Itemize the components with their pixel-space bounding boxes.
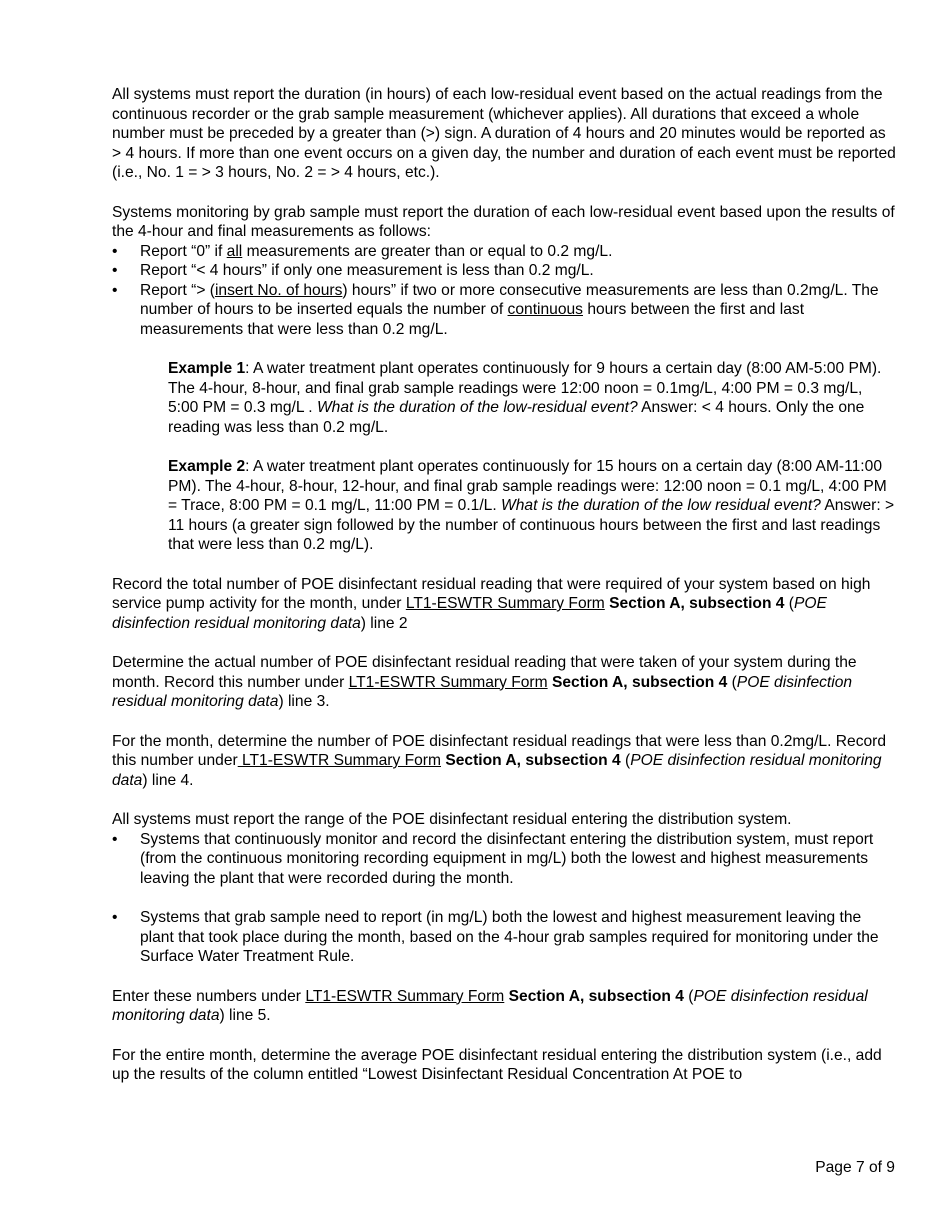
range-rules-list (112, 830, 897, 967)
paragraph-line-2: Record the total number of POE disinfectant residual reading that were required of your system based on high service pump activity for the month, under LT1-ESWTR Summary Form Section A, subsection 4 (POE disinfection residual monitoring data) line 2 (112, 575, 871, 632)
paragraph-duration-reporting: All systems must report the duration (in hours) of each low-residual event based on the actual readings from the continuous recorder or the grab sample measurement (whichever applies). All durations that exceed a whole number must be preceded by a greater than (>) sign. A duration of 4 hours and 20 minutes would be reported as > 4 hours. If more than one event occurs on a given day, the number and duration of each event must be reported (i.e., No. 1 = > 3 hours, No. 2 = > 4 hours, etc.). (112, 86, 896, 181)
bullet-icon: • (112, 830, 118, 848)
document-page (112, 85, 897, 1085)
paragraph-line-5: Enter these numbers under LT1-ESWTR Summary Form Section A, subsection 4 (POE disinfection residual monitoring data) line 5. (112, 987, 868, 1024)
form-reference: LT1-ESWTR Summary Form (237, 752, 441, 769)
paragraph-line-4: For the month, determine the number of POE disinfectant residual readings that were less than 0.2mg/L. Record this number under LT1-ESWTR Summary Form Section A, subsection 4 (POE disinfection residual monitoring data) line 4. (112, 732, 887, 789)
list-item: • Report “> (insert No. of hours) hours” if two or more consecutive measurements are less than 0.2mg/L. The number of hours to be inserted equals the number of continuous hours between the first and last measurements that were less than 0.2 mg/L. (112, 281, 879, 338)
paragraph-average: For the entire month, determine the average POE disinfectant residual entering the distribution system (i.e., add up the results of the column entitled “Lowest Disinfectant Residual Concentration At POE to (112, 1046, 882, 1083)
bullet-icon: • (112, 281, 118, 299)
page-number: Page 7 of 9 (815, 1159, 895, 1176)
list-item: • Systems that grab sample need to report (in mg/L) both the lowest and highest measurement leaving the plant that took place during the month, based on the 4-hour grab samples required for monitoring under the Surface Water Treatment Rule. (112, 909, 879, 965)
list-item: • Report “< 4 hours” if only one measurement is less than 0.2 mg/L. (112, 262, 594, 279)
form-reference: LT1-ESWTR Summary Form (405, 595, 605, 612)
example-1: Example 1: A water treatment plant operates continuously for 9 hours a certain day (8:00 AM-5:00 PM). The 4-hour, 8-hour, and final grab sample readings were 12:00 noon = 0.1mg/L, 4:00 PM = 0.3 mg/L, 5:00 PM = 0.3 mg/L . What is the duration of the low-residual event? Answer: < 4 hours. Only the one reading was less than 0.2 mg/L. (168, 360, 882, 436)
paragraph-range: All systems must report the range of the POE disinfectant residual entering the distribution system. (112, 811, 792, 828)
bullet-icon: • (112, 909, 118, 926)
grab-sample-rules-list (112, 242, 897, 340)
list-item: • Systems that continuously monitor and record the disinfectant entering the distribution system, must report (from the continuous monitoring recording equipment in mg/L) both the lowest and highest measurements leaving the plant that were recorded during the month. (112, 830, 874, 887)
form-reference: LT1-ESWTR Summary Form (348, 673, 548, 691)
example-2: Example 2: A water treatment plant operates continuously for 15 hours on a certain day (8:00 AM-11:00 PM). The 4-hour, 8-hour, 12-hour, and final grab sample readings were: 12:00 noon = 0.1 mg/L, 4:00 PM = Trace, 8:00 PM = 0.1 mg/L, 11:00 PM = 0.1/L. What is the duration of the low residual event? Answer: > 11 hours (a greater sign followed by the number of continuous hours between the first and last readings that were less than 0.2 mg/L). (168, 458, 895, 553)
paragraph-line-3: Determine the actual number of POE disinfectant residual reading that were taken of your system during the month. Record this number under LT1-ESWTR Summary Form Section A, subsection 4 (POE disinfection residual monitoring data) line 3. (112, 654, 857, 710)
paragraph-grab-sample: Systems monitoring by grab sample must report the duration of each low-residual event based upon the results of the 4-hour and final measurements as follows: (112, 203, 895, 240)
list-item: • Report “0” if all measurements are greater than or equal to 0.2 mg/L. (112, 242, 613, 260)
bullet-icon: • (112, 262, 118, 279)
bullet-icon: • (112, 242, 118, 260)
form-reference: LT1-ESWTR Summary Form (305, 987, 505, 1005)
